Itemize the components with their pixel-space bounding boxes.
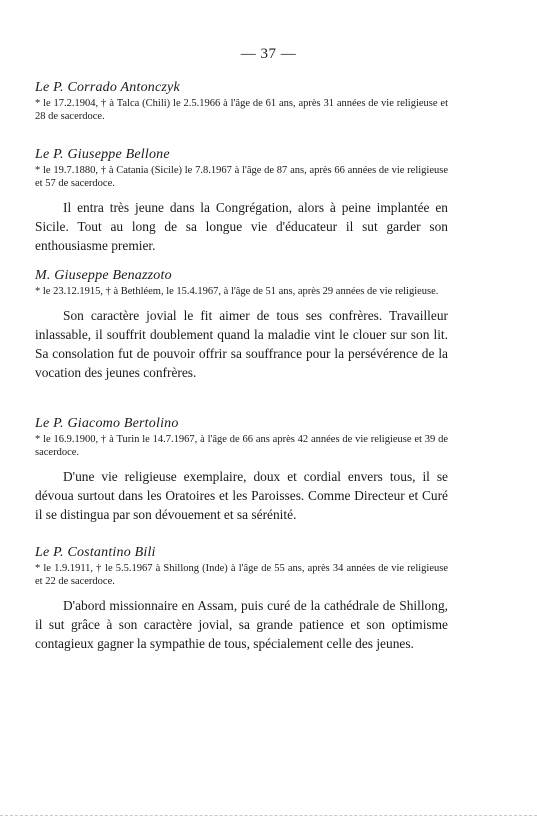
entry-name: Le P. Costantino Bili xyxy=(35,545,156,560)
entry-dates: * le 16.9.1900, † à Turin le 14.7.1967, à l'âge de 66 ans après 42 années de vie religieuse et 39 de sacerdoce. xyxy=(35,434,448,458)
entry-body: Il entra très jeune dans la Congrégation, alors à peine implantée en Sicile. Tout au long de sa longue vie d'éducateur il sut garder son enthousiasme premier. xyxy=(35,200,448,253)
entry-dates: * le 19.7.1880, † à Catania (Sicile) le 7.8.1967 à l'âge de 87 ans, après 66 années de vie religieuse et 57 de sacerdoce. xyxy=(35,165,448,189)
entry-dates: * le 17.2.1904, † à Talca (Chili) le 2.5.1966 à l'âge de 61 ans, après 31 années de vie religieuse et 28 de sacerdoce. xyxy=(35,98,448,122)
page-number: — 37 — xyxy=(240,46,297,62)
bottom-rule xyxy=(0,815,537,816)
obituary-entry xyxy=(35,416,448,524)
entry-name: Le P. Giuseppe Bellone xyxy=(35,147,170,162)
entry-dates: * le 1.9.1911, † le 5.5.1967 à Shillong (Inde) à l'âge de 55 ans, après 34 années de vie religieuse et 22 de sacerdoce. xyxy=(35,563,448,587)
obituary-entry xyxy=(35,545,448,653)
entry-name: Le P. Corrado Antonczyk xyxy=(35,80,180,95)
entry-name: Le P. Giacomo Bertolino xyxy=(35,416,179,431)
entry-body: D'une vie religieuse exemplaire, doux et cordial envers tous, il se dévoua surtout dans les Oratoires et les Paroisses. Comme Directeur et Curé il se distingua par son dévouement et sa sérénité. xyxy=(35,469,448,522)
obituary-entry xyxy=(35,268,448,382)
entry-body: Son caractère jovial le fit aimer de tous ses confrères. Travailleur inlassable, il souffrit doublement quand la maladie vint le clouer sur son lit. Sa consolation fut de pouvoir offrir sa souffrance pour la persévérence de la vocation des jeunes confrères. xyxy=(35,308,448,380)
obituary-entry xyxy=(35,147,448,255)
entry-name: M. Giuseppe Benazzoto xyxy=(35,268,172,283)
entry-body: D'abord missionnaire en Assam, puis curé de la cathédrale de Shillong, il sut grâce à son caractère jovial, sa grande patience et son optimisme contagieux gagner la sympathie de tous, spécialement celle des jeunes. xyxy=(35,598,448,651)
entry-dates: * le 23.12.1915, † à Bethléem, le 15.4.1967, à l'âge de 51 ans, après 29 années de vie religieuse. xyxy=(35,286,439,297)
obituary-entry xyxy=(35,80,448,123)
